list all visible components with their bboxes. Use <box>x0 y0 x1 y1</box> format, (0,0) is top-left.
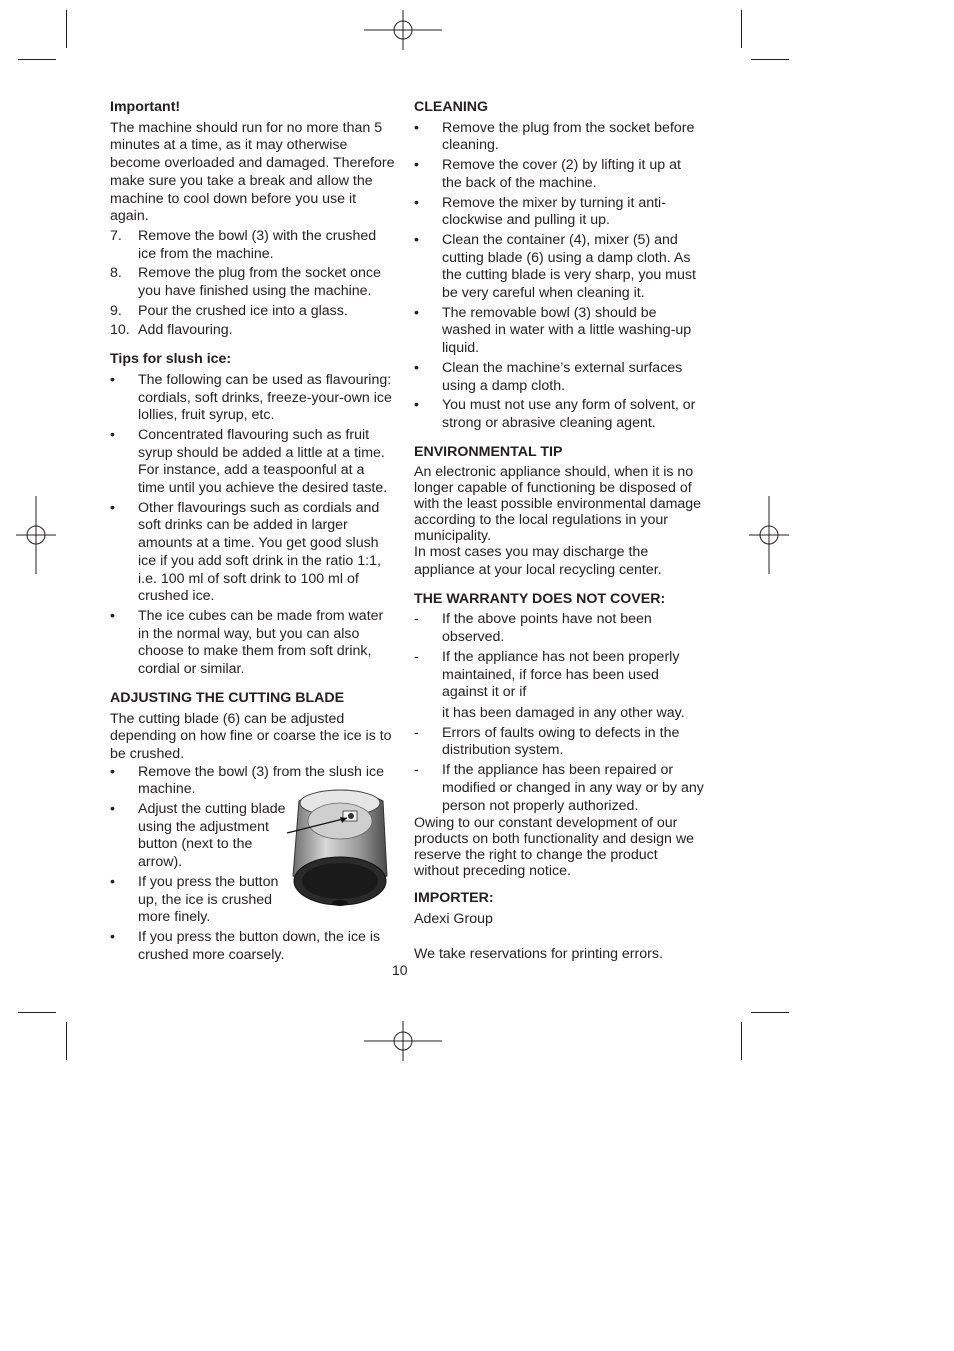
list-item: • Clean the container (4), mixer (5) and cutting blade (6) using a damp cloth. As the cutting blade is very sharp, you must be very careful when cleaning it. <box>414 231 696 302</box>
list-item: • The following can be used as flavouring: cordials, soft drinks, freeze-your-own ice lollies, fruit syrup, etc. <box>110 371 392 424</box>
crop-mark <box>741 10 742 48</box>
important-text: The machine should run for no more than 5 minutes at a time, as it may otherwise become overloaded and damaged. Therefore make sure you take a break and allow the machine to cool down before you use it again. <box>110 119 395 225</box>
registration-mark-icon <box>364 10 442 50</box>
cutting-blade-illustration <box>285 781 395 916</box>
importer-name: Adexi Group <box>414 910 493 927</box>
crop-mark <box>18 59 56 60</box>
cleaning-list <box>414 120 704 433</box>
environmental-heading: ENVIRONMENTAL TIP <box>414 443 563 460</box>
steps-list <box>110 228 395 340</box>
list-item: • Concentrated flavouring such as fruit syrup should be added a little at a time. For instance, add a teaspoonful at a time until you achieve the desired taste. <box>110 426 388 497</box>
list-item: - Errors of faults owing to defects in the distribution system. <box>414 724 680 759</box>
crop-mark <box>741 1022 742 1060</box>
environmental-text-2: In most cases you may discharge the appliance at your local recycling center. <box>414 544 662 579</box>
registration-mark-icon <box>364 1021 442 1061</box>
list-item: 7. Remove the bowl (3) with the crushed ice from the machine. <box>110 227 377 262</box>
importer-heading: IMPORTER: <box>414 890 494 907</box>
warranty-list <box>414 611 704 815</box>
list-item: 9. Pour the crushed ice into a glass. <box>110 302 348 319</box>
environmental-section <box>414 444 704 580</box>
page-number: 10 <box>392 962 408 978</box>
crop-mark <box>18 1012 56 1013</box>
warranty-closing: Owing to our constant development of our products on both functionality and design we reserve the right to change the product without preceding notice. <box>414 815 694 880</box>
list-item: • The ice cubes can be made from water in the normal way, but you can also choose to make them from soft drink, cordial or similar. <box>110 607 384 678</box>
warranty-section <box>414 591 704 879</box>
list-item: • Remove the cover (2) by lifting it up at the back of the machine. <box>414 157 681 191</box>
crop-mark <box>751 1012 789 1013</box>
important-heading: Important! <box>110 99 181 115</box>
list-item: • Other flavourings such as cordials and soft drinks can be added in larger amounts at a time. You get good slush ice if you add soft drink in the ratio 1:1, i.e. 100 ml of soft drink to 100 ml of crushed ice. <box>110 499 381 605</box>
list-item: - If the above points have not been observed. <box>414 611 652 646</box>
list-item: • You must not use any form of solvent, or strong or abrasive cleaning agent. <box>414 397 696 431</box>
crop-mark <box>66 1022 67 1060</box>
list-item: • Adjust the cutting blade using the adjustment button (next to the arrow). <box>110 801 286 871</box>
tips-section <box>110 351 395 679</box>
list-item: • The removable bowl (3) should be washed in water with a little washing-up liquid. <box>414 304 692 357</box>
list-item: - If the appliance has been repaired or modified or changed in any way or by any person not properly authorized. <box>414 762 704 814</box>
adjusting-intro: The cutting blade (6) can be adjusted depending on how fine or coarse the ice is to be crushed. <box>110 710 392 762</box>
tips-heading: Tips for slush ice: <box>110 351 232 368</box>
tips-list <box>110 372 395 679</box>
crop-mark <box>66 10 67 48</box>
cleaning-heading: CLEANING <box>414 99 489 115</box>
importer-section <box>414 890 704 963</box>
warranty-heading: THE WARRANTY DOES NOT COVER: <box>414 590 666 607</box>
right-column <box>414 99 704 963</box>
list-item: 10. Add flavouring. <box>110 322 233 339</box>
list-item: • Remove the bowl (3) from the slush ice machine. <box>110 763 385 798</box>
registration-mark-icon <box>16 496 56 574</box>
list-item: • Remove the plug from the socket before cleaning. <box>414 119 695 154</box>
adjusting-heading: ADJUSTING THE CUTTING BLADE <box>110 689 345 706</box>
list-item: • If you press the button up, the ice is crushed more finely. <box>110 873 279 926</box>
list-item: • If you press the button down, the ice is crushed more coarsely. <box>110 928 381 963</box>
list-item: • Clean the machine’s external surfaces using a damp cloth. <box>414 359 683 394</box>
environmental-text: An electronic appliance should, when it is no longer capable of functioning be disposed of with the least possible environmental damage according to the local regulations in your municipality. <box>414 464 702 545</box>
printing-errors-note: We take reservations for printing errors. <box>414 945 663 962</box>
crop-mark <box>751 59 789 60</box>
list-item: • Remove the mixer by turning it anti-clockwise and pulling it up. <box>414 194 666 229</box>
registration-mark-icon <box>749 496 789 574</box>
list-item: - If the appliance has not been properly maintained, if force has been used against it or if it has been damaged in any other way. <box>414 648 685 721</box>
list-item: 8. Remove the plug from the socket once you have finished using the machine. <box>110 265 381 300</box>
